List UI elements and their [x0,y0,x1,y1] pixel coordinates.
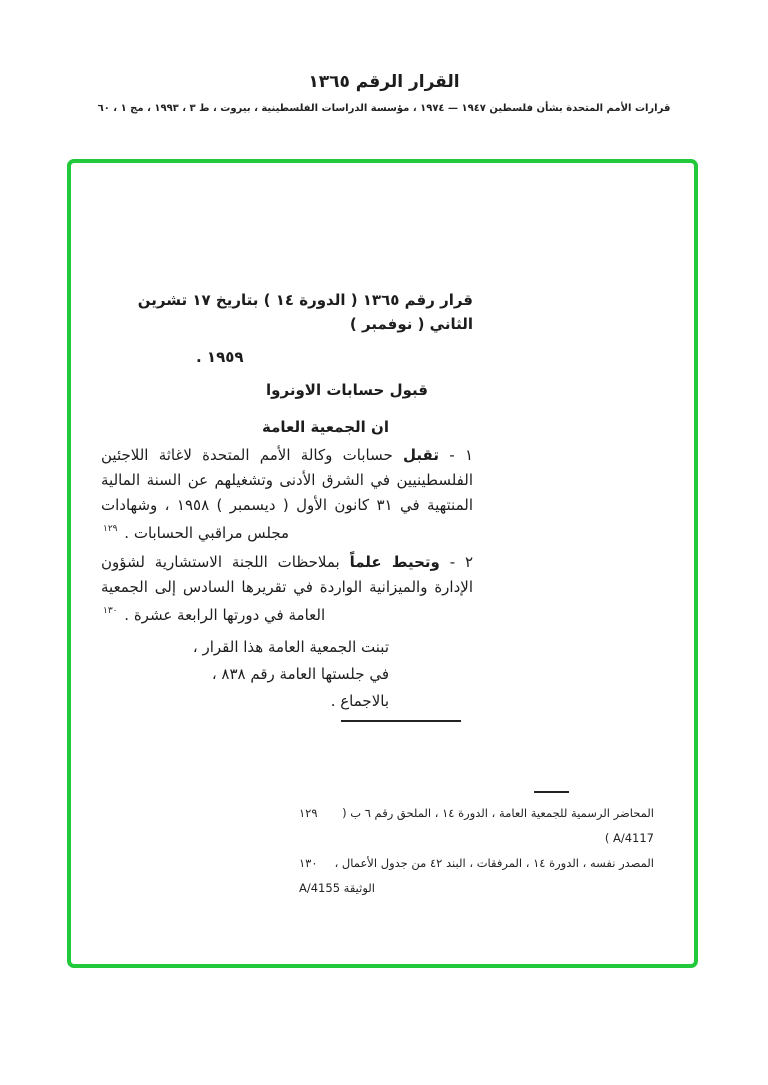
paragraph-2-text: بملاحظات اللجنة الاستشارية لشؤون الإدارة والميزانية الواردة في تقريرها السادس إلى الجمعية العامة في دورتها الرابعة عشرة . [101,553,473,624]
adoption-line-1: تبنت الجمعية العامة هذا القرار ، [192,638,389,656]
adoption-line-2: في جلستها العامة رقم ٨٣٨ ، [211,665,389,683]
resolution-paragraph-1 [101,443,473,546]
end-of-text-divider [341,720,461,722]
page-title: القرار الرقم ١٣٦٥ [308,72,460,92]
paragraph-2-number: ٢ - [439,553,474,571]
resolution-subtitle: قبول حسابات الاونروا [266,381,428,399]
resolution-title-line1: قرار رقم ١٣٦٥ ( الدورة ١٤ ) بتاريخ ١٧ تشرين الثاني ( نوفمبر ) [137,291,473,333]
footnote-130-text: المصدر نفسه ، الدورة ١٤ ، المرفقات ، البند ٤٢ من جدول الأعمال ، [334,856,654,870]
footnote-129 [299,801,654,851]
paragraph-1-number: ١ - [438,446,473,464]
paragraph-1-lead: تقبل [403,446,439,464]
footnotes-section [299,801,654,901]
resolution-body [101,288,473,722]
footnote-129-number: ١٢٩ [299,806,318,820]
adoption-statement [101,634,473,715]
adoption-line-3: بالاجماع . [330,692,389,710]
footnote-129-text: المحاضر الرسمية للجمعية العامة ، الدورة ١٤ ، الملحق رقم ٦ ب ( A/4117 ) [342,806,654,845]
document-frame [67,159,698,968]
footnote-130-continuation: الوثيقة A/4155 [299,881,375,895]
source-citation: قرارات الأمم المتحدة بشأن فلسطين ١٩٤٧ — ١٩٧٤ ، مؤسسة الدراسات الفلسطينية ، بيروت ، ط ٣ ، ١٩٩٣ ، مج ١ ، ٦٠ [97,103,671,114]
footnote-marker-130: ١٣٠ [103,606,118,616]
resolution-opening: ان الجمعية العامة [262,418,389,436]
footnote-marker-129: ١٢٩ [103,524,118,534]
footnote-130-number: ١٣٠ [299,856,318,870]
paragraph-2-lead: وتحيط علماً [349,553,440,571]
footnote-divider [534,791,569,793]
footnote-130 [299,851,654,876]
paragraph-1-text: حسابات وكالة الأمم المتحدة لاغاثة اللاجئين الفلسطينيين في الشرق الأدنى وتشغيلهم عن السنة المالية المنتهية في ٣١ كانون الأول ( ديسمبر ) ١٩٥٨ ، وشهادات مجلس مراقبي الحسابات . [101,446,473,542]
resolution-paragraph-2 [101,550,473,628]
resolution-title-line2: ١٩٥٩ . [196,348,244,366]
